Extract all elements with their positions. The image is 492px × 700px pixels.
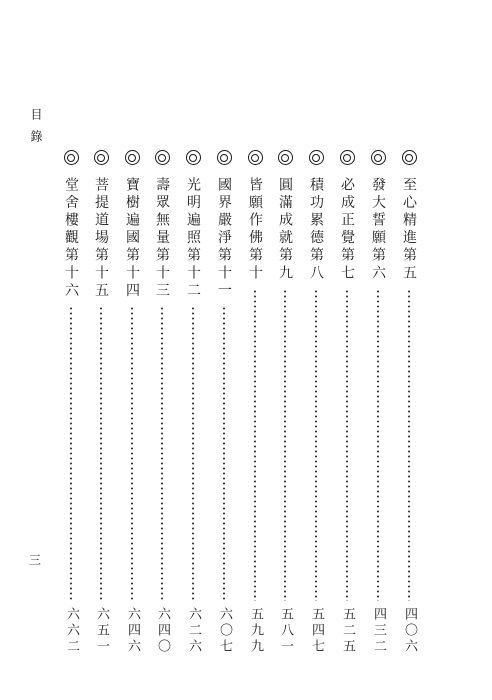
entry-title: 圓滿成就第九 xyxy=(277,177,293,283)
entry-page: 四三二 xyxy=(371,607,386,655)
toc-entry[interactable] xyxy=(246,150,264,655)
entry-title: 寶樹遍國第十四 xyxy=(124,177,140,301)
entry-page: 六五一 xyxy=(94,607,109,655)
double-circle-icon xyxy=(186,150,201,165)
entry-title: 積功累德第八 xyxy=(308,177,324,283)
dot-leader xyxy=(346,289,348,601)
toc-entry[interactable] xyxy=(307,150,325,655)
toc-entry[interactable] xyxy=(276,150,294,655)
dot-leader xyxy=(100,306,102,601)
dot-leader xyxy=(254,289,256,601)
entry-page: 五四七 xyxy=(309,607,324,655)
double-circle-icon xyxy=(371,150,386,165)
dot-leader xyxy=(131,306,133,601)
toc-entry[interactable] xyxy=(338,150,356,655)
toc-entry[interactable] xyxy=(215,150,233,655)
entry-page: 六六二 xyxy=(64,607,79,655)
entry-title: 壽眾無量第十三 xyxy=(154,177,170,301)
dot-leader xyxy=(70,306,72,601)
double-circle-icon xyxy=(94,150,109,165)
toc-entry[interactable] xyxy=(92,150,110,655)
dot-leader xyxy=(315,289,317,601)
dot-leader xyxy=(284,289,286,601)
entry-title: 菩提道場第十五 xyxy=(93,177,109,301)
double-circle-icon xyxy=(278,150,293,165)
double-circle-icon xyxy=(309,150,324,165)
entry-page: 五二五 xyxy=(340,607,355,655)
entry-title: 皆願作佛第十 xyxy=(247,177,263,283)
dot-leader xyxy=(192,306,194,601)
entry-title: 至心精進第五 xyxy=(401,177,417,283)
toc-entry[interactable] xyxy=(153,150,171,655)
double-circle-icon xyxy=(155,150,170,165)
double-circle-icon xyxy=(340,150,355,165)
page-number: 三 xyxy=(29,553,42,567)
toc-entry[interactable] xyxy=(400,150,418,655)
entry-page: 四〇六 xyxy=(402,607,417,655)
entry-title: 發大誓願第六 xyxy=(370,177,386,283)
entry-page: 六四〇 xyxy=(155,607,170,655)
double-circle-icon xyxy=(217,150,232,165)
entry-page: 六〇七 xyxy=(217,607,232,655)
entry-page: 六四六 xyxy=(125,607,140,655)
toc-entry[interactable] xyxy=(62,150,80,655)
entry-title: 必成正覺第七 xyxy=(339,177,355,283)
entry-page: 五八一 xyxy=(278,607,293,655)
toc-entry[interactable] xyxy=(123,150,141,655)
dot-leader xyxy=(408,289,410,601)
toc-entry[interactable] xyxy=(184,150,202,655)
entry-title: 國界嚴淨第十一 xyxy=(216,177,232,301)
dot-leader xyxy=(223,306,225,601)
double-circle-icon xyxy=(64,150,79,165)
toc-entry[interactable] xyxy=(369,150,387,655)
double-circle-icon xyxy=(125,150,140,165)
dot-leader xyxy=(161,306,163,601)
entry-title: 堂舍樓觀第十六 xyxy=(63,177,79,301)
double-circle-icon xyxy=(402,150,417,165)
entry-page: 五九九 xyxy=(248,607,263,655)
double-circle-icon xyxy=(248,150,263,165)
entry-page: 六二六 xyxy=(186,607,201,655)
dot-leader xyxy=(377,289,379,601)
toc-header: 目錄 xyxy=(29,108,43,152)
entry-title: 光明遍照第十二 xyxy=(185,177,201,301)
